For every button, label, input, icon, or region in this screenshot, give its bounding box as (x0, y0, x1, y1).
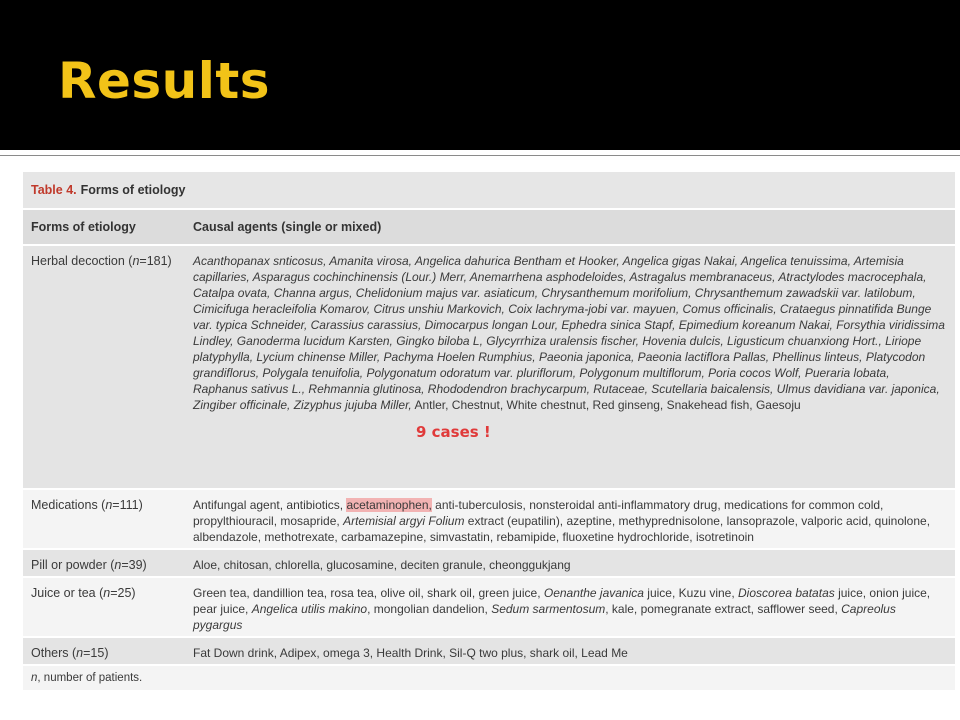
agents-cell: Aloe, chitosan, chlorella, glucosamine, deciten granule, cheonggukjang (193, 558, 571, 572)
agents-italic: Acanthopanax snticosus, Amanita virosa, Angelica dahurica Bentham et Hooker, Angelica gigas Nakai, Angelica tenuissima, Artemisia capillaries, Asparagus cochinchinensis (Lour.) Merr, Anemarrhena asphodeloides, Astragalus membranaceus, Atractylodes macrocephala, Catalpa ovata, Channa argus, Chelidonium majus var. asiaticum, Chrysanthemum morifolium, Chrysanthemum zawadskii var. latilobum, Cimicifuga heracleifolia Komarov, Citrus unshiu Markovich, Coix lachryma-jobi var. mayuen, Comus officinalis, Crataegus pinnatifida Bunge var. typica Schneider, Carassius carassius, Dimocarpus longan Lour, Ephedra sinica Stapf, Epimedium koreanum Nakai, Forsythia viridissima Lindley, Ganoderma lucidum Karsten, Gingko biloba L, Glycyrrhiza uralensis fischer, Hovenia dulcis, Ligusticum chuanxiong Hort., Liriope platyphylla, Lycium chinense Miller, Pachyma Hoelen Rumphius, Paeonia japonica, Paeonia lactiflora Pallas, Phellinus linteus, Platycodon grandiflorus, Polygala tenuifolia, Polygonatum odoratum var. pluriflorum, Polygonum multiflorum, Poria cocos Wolf, Pueraria lobata, Raphanus sativus L., Rehmannia glutinosa, Rhododendron brachycarpum, Rutaceae, Scutellaria baicalensis, Ulmus davidiana var. japonica, Zingiber officinale, Zizyphus jujuba Miller, (193, 254, 945, 412)
form-count: =181) (139, 254, 172, 268)
agents-italic: Dioscorea batatas (738, 586, 835, 600)
form-label: Herbal decoction ( (31, 254, 133, 268)
agents-cell (193, 490, 955, 548)
table-header-row (23, 210, 955, 246)
slide-header (0, 0, 960, 150)
agents-text: Green tea, dandillion tea, rosa tea, olive oil, shark oil, green juice, (193, 586, 544, 600)
agents-text: extract (eupatilin), azeptine, methyprednisolone, lansoprazole, valporic acid, quinolone, albendazole, methotrexate, carbamazepine, simvastatin, rebamipide, fluoxetine hydrochloride, isotretinoin (193, 514, 931, 544)
agents-cell (193, 578, 955, 636)
n-symbol: n (114, 558, 122, 572)
agents-text: , mongolian dandelion, (367, 602, 492, 616)
form-label: Medications ( (31, 498, 106, 512)
form-count: =15) (83, 646, 109, 660)
footnote-symbol: n (31, 672, 38, 684)
slide-title: Results (58, 52, 271, 110)
form-label: Others ( (31, 646, 77, 660)
agents-text: anti-tuberculosis, nonsteroidal anti-inflammatory drug, medications for common cold, propylthiouracil, mosapride, (193, 498, 884, 528)
form-label: Pill or powder ( (31, 558, 115, 572)
header-divider (0, 150, 960, 156)
agents-italic: Sedum sarmentosum (491, 602, 606, 616)
agents-text: juice, onion juice, pear juice, (193, 586, 931, 616)
n-symbol: n (76, 646, 84, 660)
column-header-agents: Causal agents (single or mixed) (193, 220, 382, 234)
agents-italic: Angelica utilis makino (251, 602, 368, 616)
form-count: =111) (112, 498, 143, 512)
table-title: Forms of etiology (80, 183, 186, 197)
n-symbol: n (105, 498, 113, 512)
form-label: Juice or tea ( (31, 586, 104, 600)
annotation-label: 9 cases ! (416, 423, 491, 441)
n-symbol: n (132, 254, 140, 268)
table-row-juice (23, 578, 955, 638)
footnote-text: , number of patients. (37, 672, 143, 684)
agents-cell: Fat Down drink, Adipex, omega 3, Health Drink, Sil-Q two plus, shark oil, Lead Me (193, 646, 628, 660)
n-symbol: n (103, 586, 111, 600)
agents-italic: Oenanthe javanica (543, 586, 644, 600)
form-cell (23, 578, 193, 636)
form-cell (23, 490, 193, 548)
form-cell (23, 246, 193, 488)
agents-plain: Antler, Chestnut, White chestnut, Red ginseng, Snakehead fish, Gaesoju (411, 398, 801, 412)
agents-italic: Capreolus pygargus (193, 602, 896, 632)
form-cell (23, 550, 193, 576)
table-footnote (23, 666, 955, 690)
agents-cell (193, 246, 955, 488)
agents-text: Antifungal agent, antibiotics, (193, 498, 347, 512)
table-row-herbal (23, 246, 955, 490)
agents-italic: Artemisial argyi Folium (343, 514, 465, 528)
form-count: =39) (121, 558, 147, 572)
agents-text: , kale, pomegranate extract, safflower seed, (605, 602, 842, 616)
form-cell (23, 638, 193, 664)
agents-text: juice, Kuzu vine, (643, 586, 739, 600)
table-row-medications (23, 490, 955, 550)
table-number: Table 4. (31, 183, 77, 197)
table-row-others (23, 638, 955, 666)
highlighted-agent: acetaminophen, (346, 498, 432, 512)
column-header-forms: Forms of etiology (31, 220, 136, 234)
form-count: =25) (110, 586, 136, 600)
table-row-pill (23, 550, 955, 578)
table-caption (23, 172, 955, 210)
